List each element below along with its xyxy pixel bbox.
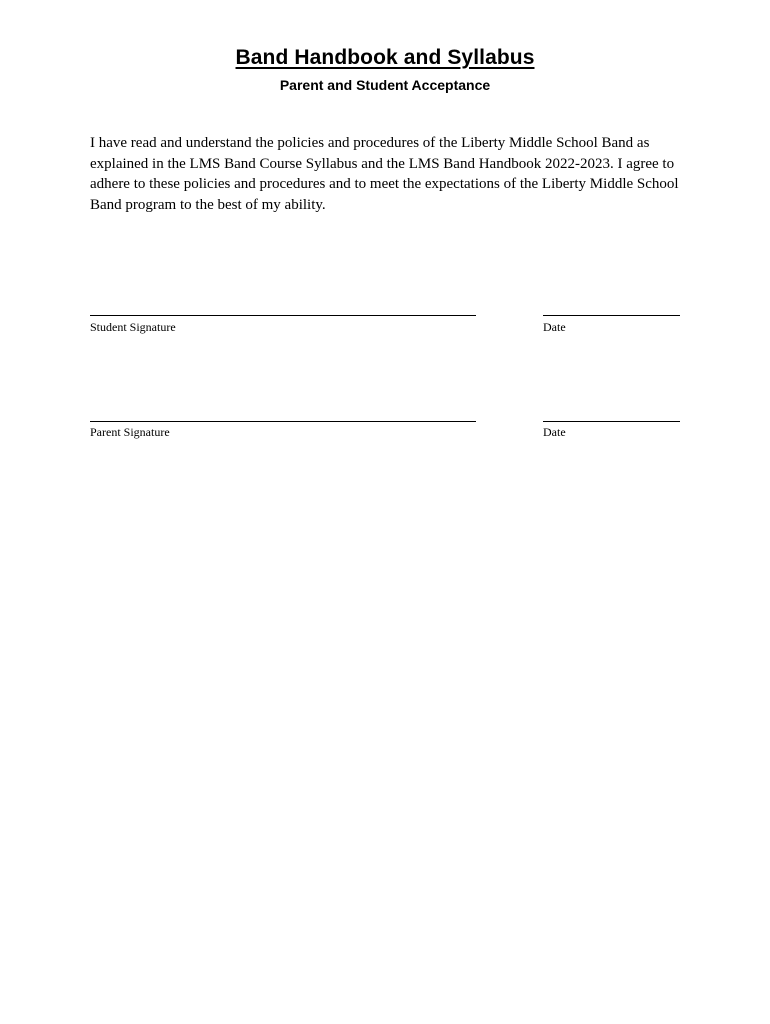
- student-signature-label: Student Signature: [90, 320, 176, 334]
- parent-signature-line[interactable]: [90, 421, 476, 422]
- student-date-line[interactable]: [543, 315, 680, 316]
- acceptance-statement: I have read and understand the policies and procedures of the Liberty Middle School Band as explained in the LMS Band Course Syllabus and the LMS Band Handbook 2022-2023. I agree to adhere to these policies and procedures and to meet the expectations of the Liberty Middle School Band program to the best of my ability.: [90, 135, 679, 213]
- parent-signature-label: Parent Signature: [90, 425, 170, 439]
- student-date-label: Date: [543, 320, 566, 334]
- parent-date-line[interactable]: [543, 421, 680, 422]
- document-subtitle: Parent and Student Acceptance: [279, 77, 491, 93]
- document-title: Band Handbook and Syllabus: [235, 46, 535, 69]
- parent-date-label: Date: [543, 425, 566, 439]
- student-signature-line[interactable]: [90, 315, 476, 316]
